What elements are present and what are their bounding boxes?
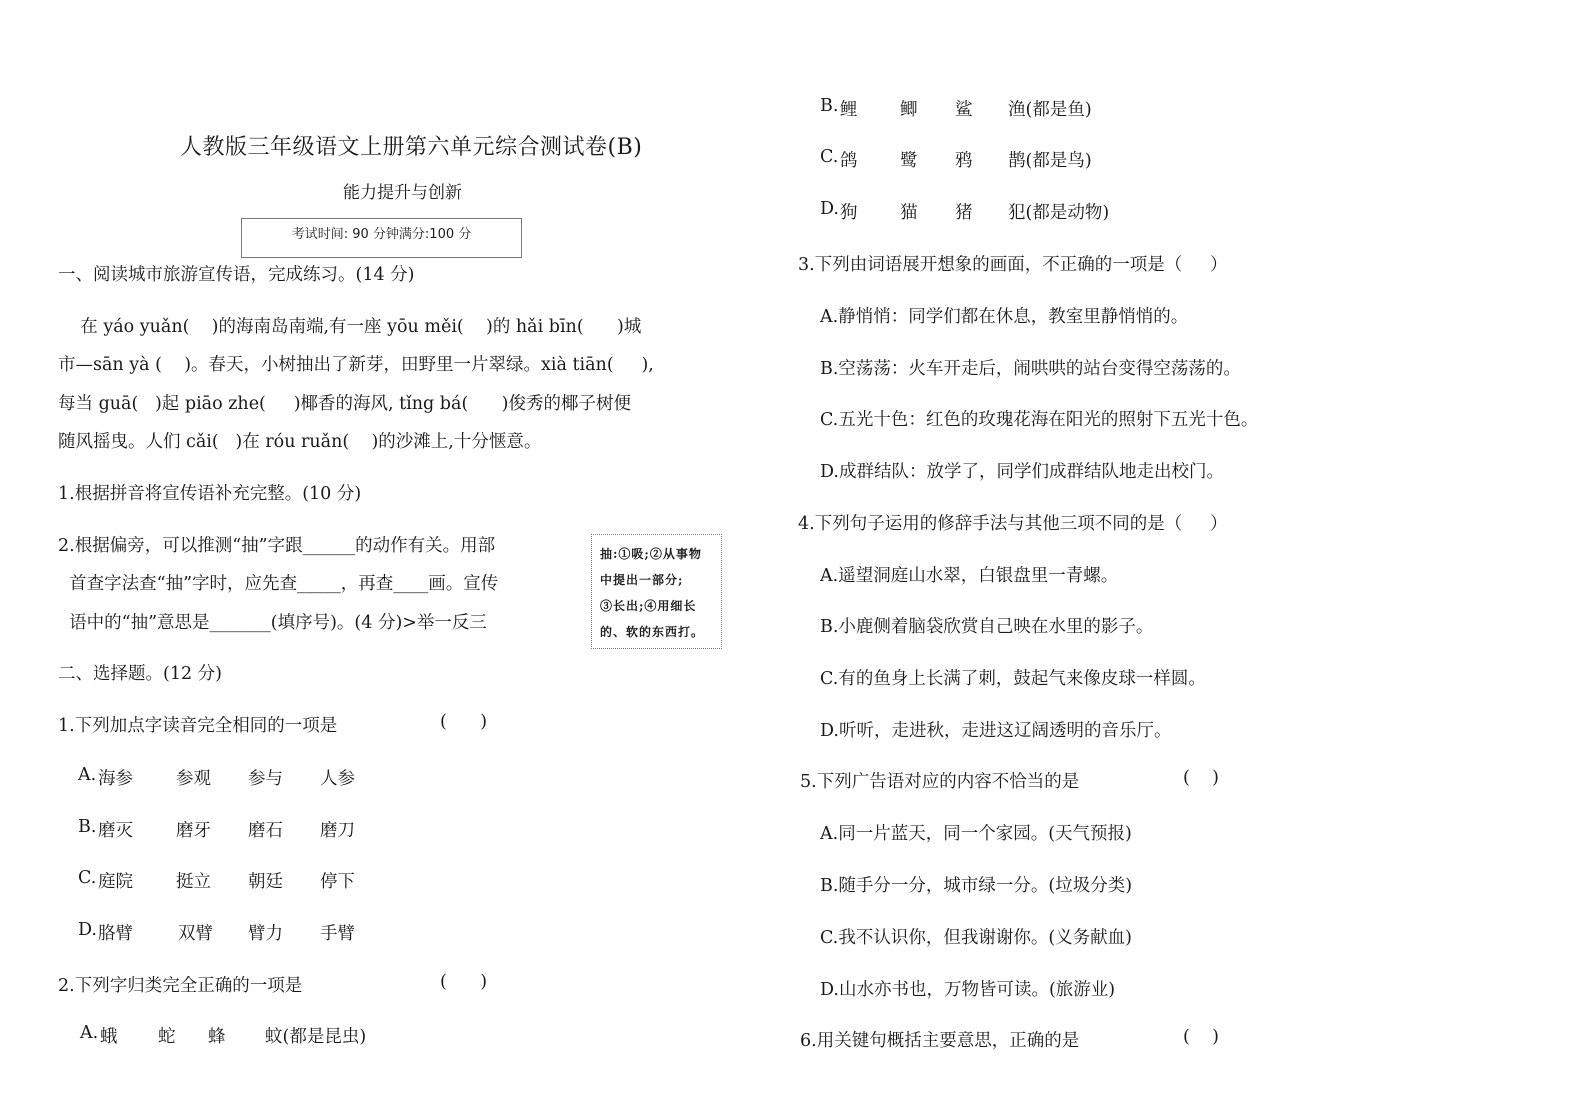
option-word: 鸽: [840, 151, 858, 171]
option-word: 蛇: [158, 1027, 176, 1047]
option-word: 猪: [955, 203, 973, 223]
option-word: 挺立: [176, 872, 211, 892]
option-label: B.: [78, 817, 97, 837]
option-word: 狗: [840, 203, 858, 223]
option-label: D.: [78, 920, 97, 940]
q5-option-b: B.随手分一分，城市绿一分。(垃圾分类): [820, 876, 1133, 896]
q4-stem: 4.下列句子运用的修辞手法与其他三项不同的是（ ）: [798, 514, 1228, 534]
option-label: A.: [78, 765, 97, 785]
option-word: 鲤: [840, 100, 858, 120]
option-word: 磨牙: [176, 821, 211, 841]
option-word: 参观: [176, 769, 211, 789]
hint-line: 中提出一部分;: [600, 573, 684, 587]
passage-line-3: 每当 guā( )起 piāo zhe( )椰香的海风, tǐng bá( )俊秀的椰子树便: [58, 394, 631, 414]
hint-line: 抽:①吸;②从事物: [600, 547, 702, 561]
q5-answer-paren[interactable]: ( ): [1183, 768, 1219, 788]
exam-info-box: [241, 218, 522, 258]
section1-question-2-line-2: 首查字法查“抽”字时，应先查_____，再查____画。宣传: [58, 574, 499, 594]
passage-line-4: 随风摇曳。人们 cǎi( )在 róu ruǎn( )的沙滩上,十分惬意。: [58, 432, 542, 452]
q3-option-b: B.空荡荡：火车开走后，闹哄哄的站台变得空荡荡的。: [820, 359, 1241, 379]
q5-option-c: C.我不认识你，但我谢谢你。(义务献血): [820, 928, 1132, 948]
option-label: B.: [820, 96, 839, 116]
q5-option-a: A.同一片蓝天，同一个家园。(天气预报): [820, 824, 1132, 844]
option-label: C.: [820, 147, 839, 167]
section2-heading: 二、选择题。(12 分): [58, 664, 222, 684]
q3-stem: 3.下列由词语展开想象的画面，不正确的一项是（ ）: [798, 255, 1228, 275]
option-word: 蚊(都是昆虫): [265, 1027, 367, 1047]
option-word: 臂力: [248, 924, 283, 944]
option-word: 鸦: [955, 151, 973, 171]
q1-stem: 1.下列加点字读音完全相同的一项是: [58, 716, 338, 736]
page-subtitle: 能力提升与创新: [343, 183, 462, 203]
option-word: 参与: [248, 769, 283, 789]
hint-line: 的、软的东西打。: [600, 625, 705, 639]
option-word: 磨灭: [98, 821, 133, 841]
option-label: C.: [78, 868, 97, 888]
option-word: 蛾: [100, 1027, 118, 1047]
q4-option-c: C.有的鱼身上长满了刺，鼓起气来像皮球一样圆。: [820, 669, 1206, 689]
option-word: 鹭: [900, 151, 918, 171]
q4-option-d: D.听听，走进秋，走进这辽阔透明的音乐厅。: [820, 721, 1172, 741]
definition-hint-box: [591, 534, 722, 649]
q4-option-b: B.小鹿侧着脑袋欣赏自己映在水里的影子。: [820, 617, 1154, 637]
q2-answer-paren[interactable]: ( ): [440, 972, 488, 992]
option-word: 手臂: [320, 924, 355, 944]
option-word: 庭院: [98, 872, 133, 892]
q2-stem: 2.下列字归类完全正确的一项是: [58, 976, 303, 996]
q4-option-a: A.遥望洞庭山水翠，白银盘里一青螺。: [820, 566, 1119, 586]
q5-option-d: D.山水亦书也，万物皆可读。(旅游业): [820, 980, 1116, 1000]
option-word: 胳臂: [98, 924, 133, 944]
option-word: 人参: [320, 769, 355, 789]
q3-option-d: D.成群结队：放学了，同学们成群结队地走出校门。: [820, 462, 1224, 482]
option-word: 海参: [98, 769, 133, 789]
option-word: 蜂: [208, 1027, 226, 1047]
option-word: 鹊(都是鸟): [1008, 151, 1092, 171]
q6-stem: 6.用关键句概括主要意思，正确的是: [800, 1031, 1080, 1051]
option-word: 犯(都是动物): [1008, 203, 1110, 223]
option-label: A.: [80, 1023, 99, 1043]
passage-line-2: 市—sān yà ( )。春天，小树抽出了新芽，田野里一片翠绿。xià tiān( ),: [58, 355, 654, 375]
option-word: 磨石: [248, 821, 283, 841]
q5-stem: 5.下列广告语对应的内容不恰当的是: [800, 772, 1080, 792]
section1-question-1: 1.根据拼音将宣传语补充完整。(10 分): [58, 484, 362, 504]
option-word: 朝廷: [248, 872, 283, 892]
option-word: 双臂: [178, 924, 213, 944]
option-word: 鲨: [955, 100, 973, 120]
q3-option-c: C.五光十色：红色的玫瑰花海在阳光的照射下五光十色。: [820, 410, 1259, 430]
option-word: 猫: [900, 203, 918, 223]
option-label: D.: [820, 199, 839, 219]
exam-info-text: 考试时间: 90 分钟满分:100 分: [291, 227, 472, 242]
option-word: 鲫: [900, 100, 918, 120]
section1-heading: 一、阅读城市旅游宣传语，完成练习。(14 分): [58, 265, 415, 285]
section1-question-2-line-1: 2.根据偏旁，可以推测“抽”字跟______的动作有关。用部: [58, 536, 496, 556]
q1-answer-paren[interactable]: ( ): [440, 712, 488, 732]
q3-option-a: A.静悄悄：同学们都在休息，教室里静悄悄的。: [820, 307, 1189, 327]
option-word: 渔(都是鱼): [1008, 100, 1092, 120]
option-word: 磨刀: [320, 821, 355, 841]
option-word: 停下: [320, 872, 355, 892]
section1-question-2-line-3: 语中的“抽”意思是_______(填序号)。(4 分)>举一反三: [58, 613, 487, 633]
hint-line: ③长出;④用细长: [600, 599, 697, 613]
passage-line-1: 在 yáo yuǎn( )的海南岛南端,有一座 yōu měi( )的 hǎi bīn( )城: [58, 317, 642, 337]
q6-answer-paren[interactable]: ( ): [1183, 1027, 1219, 1047]
page-title: 人教版三年级语文上册第六单元综合测试卷(B): [180, 135, 643, 160]
